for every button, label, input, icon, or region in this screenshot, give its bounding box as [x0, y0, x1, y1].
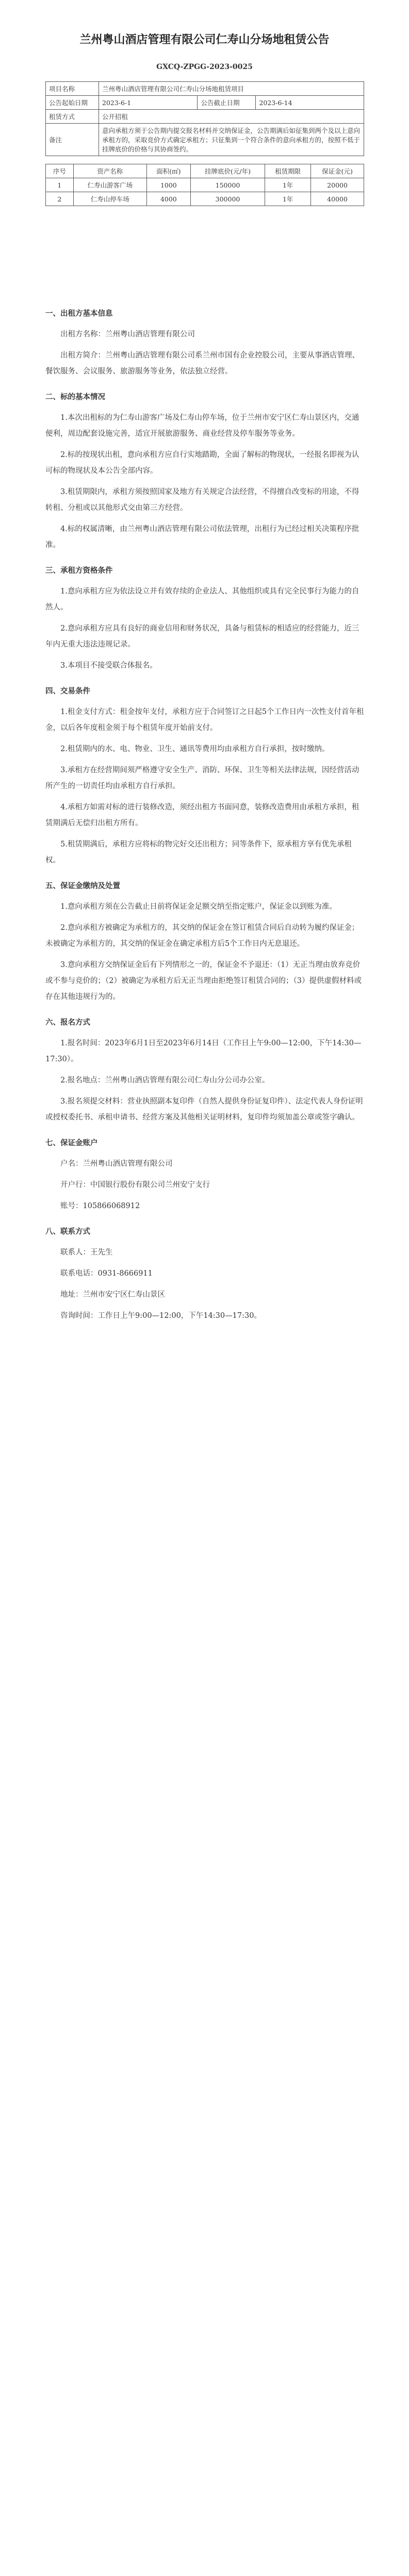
body-paragraph: 1.本次出租标的为仁寿山游客广场及仁寿山停车场，位于兰州市安宁区仁寿山景区内，交通便利，周边配套设施完善，适宜开展旅游服务、商业经营及停车服务等业务。: [45, 414, 359, 438]
body-paragraph: 3.意向承租方交纳保证金后有下列情形之一的，保证金不予退还：（1）无正当理由放弃竞价或不参与竞价的；（2）被确定为承租方后无正当理由拒绝签订租赁合同的；（3）提供虚假材料或存在其他违规行为的。: [45, 961, 362, 1001]
body-paragraph: 2.标的按现状出租，意向承租方应自行实地踏勘，全面了解标的物现状，一经报名即视为认可标的物现状及本公告全部内容。: [45, 451, 359, 475]
table-cell: 1000: [146, 178, 190, 192]
table-cell: 1年: [265, 178, 311, 192]
section-heading: 八、联系方式: [45, 1227, 90, 1236]
lots-table: [45, 164, 364, 206]
start-date-label: 公告起始日期: [46, 96, 99, 110]
section-heading: 三、承租方资格条件: [45, 566, 113, 575]
section-heading: 一、出租方基本信息: [45, 309, 113, 318]
table-row: [46, 178, 364, 192]
body-paragraph: 账号：105866068912: [60, 1202, 140, 1210]
body-paragraph: 地址：兰州市安宁区仁寿山景区: [60, 1291, 165, 1299]
table-cell: 2: [46, 192, 74, 206]
lots-header-cell: 保证金(元): [311, 164, 364, 178]
lots-header-cell: 面积(㎡): [146, 164, 190, 178]
remark-value: 意向承租方须于公告期内提交报名材料并交纳保证金，公告期满后如征集到两个及以上意向承租方的，采取竞价方式确定承租方；只征集到一个符合条件的意向承租方的，按照不低于挂牌底价的价格与其协商签约。: [99, 124, 364, 156]
body-paragraph: 2.租赁期内的水、电、物业、卫生、通讯等费用均由承租方自行承担，按时缴纳。: [60, 745, 330, 753]
body-paragraph: 4.标的权属清晰，由兰州粤山酒店管理有限公司依法管理，出租行为已经过相关决策程序批准。: [45, 525, 359, 549]
page-title: 兰州粤山酒店管理有限公司仁寿山分场地租赁公告: [79, 33, 330, 46]
lots-header-row: [46, 164, 364, 178]
body-paragraph: 出租方名称：兰州粤山酒店管理有限公司: [60, 330, 195, 338]
body-paragraph: 开户行：中国银行股份有限公司兰州安宁支行: [60, 1181, 210, 1189]
notice-body: [45, 296, 365, 1329]
table-cell: 300000: [190, 192, 265, 206]
body-paragraph: 联系人：王先生: [60, 1248, 113, 1257]
table-row: [46, 192, 364, 206]
section-heading: 六、报名方式: [45, 1018, 90, 1027]
table-cell: 1: [46, 178, 74, 192]
body-paragraph: 2.意向承租方被确定为承租方的，其交纳的保证金在签订租赁合同后自动转为履约保证金；未被确定为承租方的，其交纳的保证金在确定承租方后5个工作日内无息退还。: [45, 924, 359, 948]
table-cell: 20000: [311, 178, 364, 192]
body-paragraph: 2.意向承租方应具有良好的商业信用和财务状况，具备与租赁标的相适应的经营能力，近三年内无重大违法违规记录。: [45, 624, 359, 649]
lots-header-cell: 租赁期限: [265, 164, 311, 178]
body-paragraph: 2.报名地点：兰州粤山酒店管理有限公司仁寿山分公司办公室。: [60, 1076, 270, 1084]
lease-type-label: 租赁方式: [46, 110, 99, 124]
end-date-label: 公告截止日期: [198, 96, 256, 110]
body-paragraph: 1.报名时间：2023年6月1日至2023年6月14日（工作日上午9:00—12:00，下午14:30—17:30）。: [45, 1039, 362, 1063]
lots-header-cell: 资产名称: [73, 164, 146, 178]
body-paragraph: 4.承租方如需对标的进行装修改造，须经出租方书面同意，装修改造费用由承租方承担，租赁期满后无偿归出租方所有。: [45, 803, 359, 827]
body-paragraph: 1.意向承租方须在公告截止日前将保证金足额交纳至指定账户，保证金以到账为准。: [60, 903, 337, 911]
section-heading: 七、保证金账户: [45, 1139, 98, 1147]
table-cell: 40000: [311, 192, 364, 206]
section-heading: 二、标的基本情况: [45, 393, 105, 401]
body-paragraph: 户名：兰州粤山酒店管理有限公司: [60, 1160, 173, 1168]
body-paragraph: 1.意向承租方应为依法设立并有效存续的企业法人、其他组织或具有完全民事行为能力的自然人。: [45, 587, 359, 612]
body-paragraph: 3.承租方在经营期间须严格遵守安全生产、消防、环保、卫生等相关法律法规，因经营活动所产生的一切责任均由承租方自行承担。: [45, 766, 359, 790]
table-cell: 1年: [265, 192, 311, 206]
project-info-table: [45, 81, 364, 156]
project-name-value: 兰州粤山酒店管理有限公司仁寿山分场地租赁项目: [99, 82, 364, 96]
remark-label: 备注: [46, 124, 99, 156]
table-cell: 4000: [146, 192, 190, 206]
body-paragraph: 咨询时间：工作日上午9:00—12:00，下午14:30—17:30。: [60, 1312, 261, 1320]
table-cell: 仁寿山停车场: [73, 192, 146, 206]
table-cell: 150000: [190, 178, 265, 192]
body-paragraph: 3.报名须提交材料：营业执照副本复印件（自然人提供身份证复印件）、法定代表人身份证明或授权委托书、承租申请书、经营方案及其他相关证明材料，复印件均须加盖公章或签字确认。: [45, 1097, 363, 1122]
section-heading: 四、交易条件: [45, 687, 90, 696]
body-paragraph: 3.本项目不接受联合体报名。: [60, 662, 157, 670]
body-paragraph: 3.租赁期限内，承租方须按照国家及地方有关规定合法经营，不得擅自改变标的用途，不得转租、分租或以其他形式交由第三方经营。: [45, 488, 359, 512]
lease-type-value: 公开招租: [99, 110, 364, 124]
section-heading: 五、保证金缴纳及处置: [45, 882, 120, 890]
lots-header-cell: 序号: [46, 164, 74, 178]
table-cell: 仁寿山游客广场: [73, 178, 146, 192]
project-name-label: 项目名称: [46, 82, 99, 96]
body-paragraph: 出租方简介：兰州粤山酒店管理有限公司系兰州市国有企业控股公司，主要从事酒店管理、餐饮服务、会议服务、旅游服务等业务，依法独立经营。: [45, 351, 359, 376]
lots-header-cell: 挂牌底价(元/年): [190, 164, 265, 178]
end-date-value: 2023-6-14: [256, 96, 364, 110]
notice-code: GXCQ-ZPGG-2023-0025: [156, 63, 253, 71]
body-paragraph: 1.租金支付方式：租金按年支付，承租方应于合同签订之日起5个工作日内一次性支付首年租金，以后各年度租金须于每个租赁年度开始前支付。: [45, 708, 364, 732]
body-paragraph: 联系电话：0931-8666911: [60, 1269, 153, 1278]
body-paragraph: 5.租赁期满后，承租方应将标的物完好交还出租方；同等条件下，原承租方享有优先承租权。: [45, 840, 352, 865]
start-date-value: 2023-6-1: [99, 96, 198, 110]
